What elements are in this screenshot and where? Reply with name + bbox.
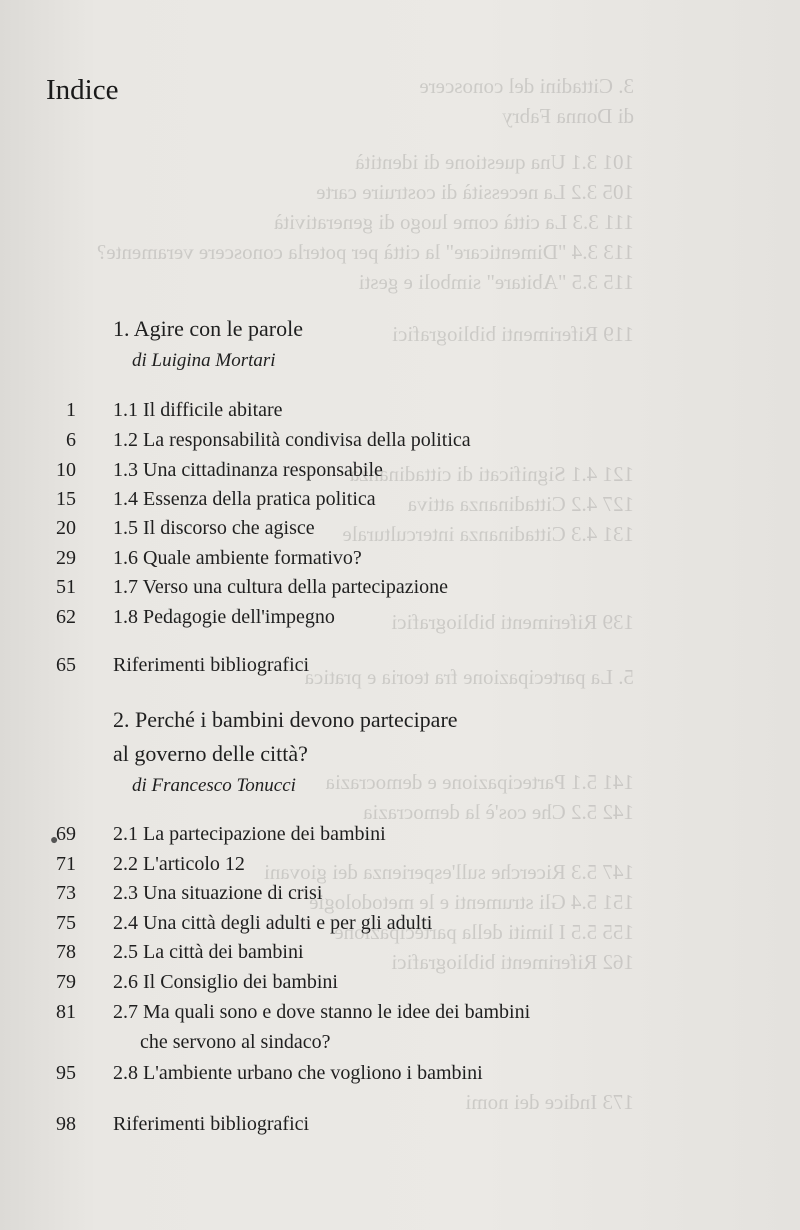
page-number: 1 (66, 399, 76, 421)
page-number: 71 (56, 853, 76, 875)
page-number: 65 (56, 654, 76, 676)
toc-entry[interactable] (0, 879, 800, 907)
bleed-through-line: 101 3.1 Una questione di identità (355, 150, 634, 174)
toc-entry[interactable] (0, 968, 800, 996)
toc-entry[interactable] (0, 1059, 800, 1087)
toc-entry[interactable] (0, 485, 800, 513)
toc-entry[interactable] (0, 850, 800, 878)
bleed-through-line: 139 Riferimenti bibliografici (391, 610, 634, 634)
page-number: 51 (56, 576, 76, 598)
entry-title: 1.6 Quale ambiente formativo? (113, 547, 362, 569)
entry-title-continued: che servono al sindaco? (140, 1031, 331, 1053)
page-number: 20 (56, 517, 76, 539)
entry-title: 1.1 Il difficile abitare (113, 399, 283, 421)
bleed-through-line: 121 4.1 Significati di cittadinanza (349, 462, 634, 486)
bleed-through-line: 162 Riferimenti bibliografici (391, 950, 634, 974)
index-heading: Indice (46, 74, 119, 106)
toc-entry[interactable] (0, 909, 800, 937)
page-number: 62 (56, 606, 76, 628)
bleed-through-line: 147 5.3 Ricerche sull'esperienza dei giovani (264, 860, 634, 884)
bleed-through-line: 119 Riferimenti bibliografici (392, 322, 634, 346)
page-number: 69 (56, 823, 76, 845)
page-number: 6 (66, 429, 76, 451)
page-number: 73 (56, 882, 76, 904)
entry-title: 1.4 Essenza della pratica politica (113, 488, 376, 510)
entry-title: 2.7 Ma quali sono e dove stanno le idee dei bambini (113, 1001, 531, 1023)
entry-title: 2.6 Il Consiglio dei bambini (113, 971, 338, 993)
entry-title: 1.5 Il discorso che agisce (113, 517, 315, 539)
bleed-through-line: 131 4.3 Cittadinanza interculturale (342, 522, 634, 546)
bleed-through-line: 173 Indice dei nomi (465, 1090, 634, 1114)
entry-title: 1.7 Verso una cultura della partecipazione (113, 576, 449, 598)
entry-title: Riferimenti bibliografici (113, 654, 310, 676)
toc-entry[interactable] (0, 544, 800, 572)
entry-title: 1.3 Una cittadinanza responsabile (113, 459, 383, 481)
entry-title: Riferimenti bibliografici (113, 1113, 310, 1135)
entry-title: 2.8 L'ambiente urbano che vogliono i bambini (113, 1062, 483, 1084)
entry-title: 2.3 Una situazione di crisi (113, 882, 323, 904)
toc-entry[interactable] (0, 651, 800, 679)
chapter-title: 2. Perché i bambini devono partecipare (113, 707, 458, 732)
bleed-through-line: 111 3.3 La città come luogo di generatività (274, 210, 634, 234)
bleed-through-line: 127 4.2 Cittadinanza attiva (407, 492, 634, 516)
chapter-1-heading (113, 312, 303, 376)
toc-entry[interactable] (0, 938, 800, 966)
bleed-through-line: di Donna Fabry (502, 104, 634, 128)
toc-entry-continuation (0, 1028, 800, 1056)
page-number: 75 (56, 912, 76, 934)
entry-title: 2.4 Una città degli adulti e per gli adulti (113, 912, 433, 934)
page-number: 95 (56, 1062, 76, 1084)
toc-entry[interactable] (0, 998, 800, 1026)
bleed-through-line: 141 5.1 Partecipazione e democrazia (325, 770, 634, 794)
page-number: 78 (56, 941, 76, 963)
chapter-author: di Luigina Mortari (132, 350, 276, 371)
bleed-through-line: 113 3.4 "Dimenticare" la città per poterla conoscere veramente? (96, 240, 634, 264)
toc-entry[interactable] (0, 820, 800, 848)
pencil-mark-icon: ● (50, 833, 59, 848)
page-number: 81 (56, 1001, 76, 1023)
toc-entry[interactable] (0, 603, 800, 631)
entry-title: 1.8 Pedagogie dell'impegno (113, 606, 335, 628)
page-number: 15 (56, 488, 76, 510)
chapter-title-continued: al governo delle città? (113, 741, 308, 766)
page-number: 79 (56, 971, 76, 993)
chapter-title: 1. Agire con le parole (113, 316, 303, 341)
page-number: 98 (56, 1113, 76, 1135)
bleed-through-line: 5. La partecipazione fra teoria e pratica (304, 665, 634, 689)
page-number: 10 (56, 459, 76, 481)
toc-entry[interactable] (0, 426, 800, 454)
entry-title: 2.1 La partecipazione dei bambini (113, 823, 386, 845)
toc-entry[interactable] (0, 396, 800, 424)
bleed-through-line: 142 5.2 Che cos'è la democrazia (363, 800, 634, 824)
toc-entry[interactable] (0, 573, 800, 601)
bleed-through-line: 155 5.5 I limiti della partecipazione (334, 920, 634, 944)
entry-title: 2.5 La città dei bambini (113, 941, 304, 963)
bleed-through-line: 115 3.5 "Abitare" simboli e gesti (358, 270, 634, 294)
toc-entry[interactable] (0, 456, 800, 484)
chapter-2-heading (113, 703, 458, 801)
bleed-through-line: 105 3.2 La necessità di costruire carte (316, 180, 634, 204)
bleed-through-line: 151 5.4 Gli strumenti e le metodologie (309, 890, 634, 914)
toc-entry[interactable] (0, 1110, 800, 1138)
bleed-through-line: 3. Cittadini del conoscere (419, 74, 634, 98)
toc-entry[interactable] (0, 514, 800, 542)
chapter-author: di Francesco Tonucci (132, 775, 296, 796)
entry-title: 1.2 La responsabilità condivisa della politica (113, 429, 471, 451)
page-number: 29 (56, 547, 76, 569)
entry-title: 2.2 L'articolo 12 (113, 853, 245, 875)
